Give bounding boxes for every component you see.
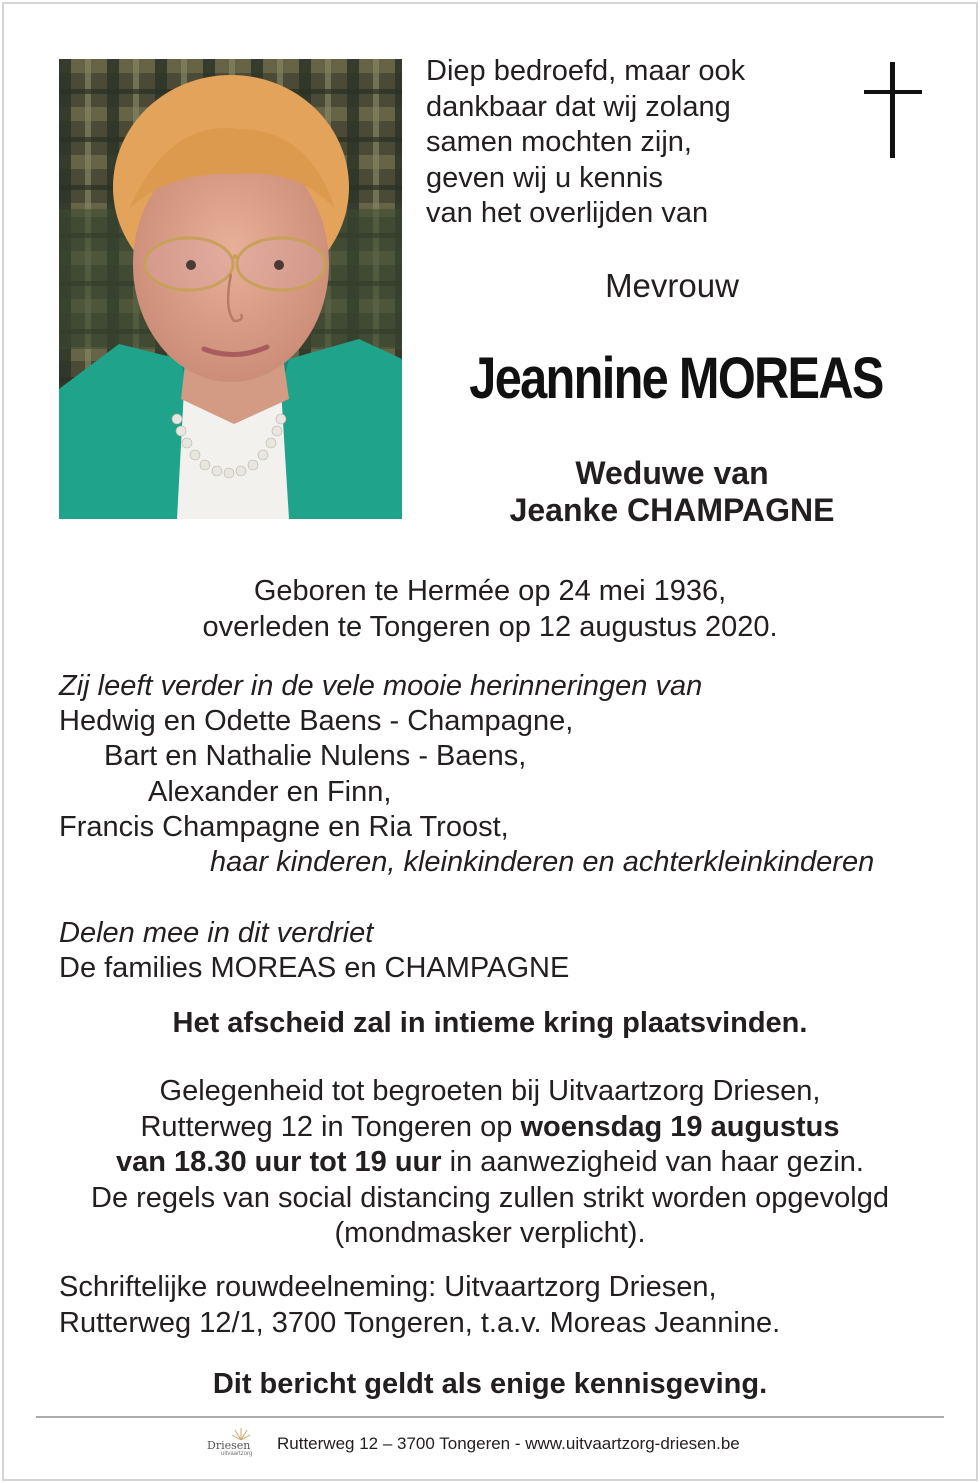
official-notice: Dit bericht geldt als enige kennisgeving. bbox=[212, 1368, 768, 1400]
visitation-text: in aanwezigheid van haar gezin. bbox=[441, 1146, 864, 1178]
portrait-photo bbox=[59, 59, 402, 519]
logo-word: Driesen bbox=[207, 1439, 251, 1452]
visitation-line bbox=[40, 1110, 940, 1146]
family-line: Alexander en Finn, bbox=[148, 776, 392, 808]
visitation-line: (mondmasker verplicht). bbox=[334, 1217, 646, 1249]
memories-heading: Zij leeft verder in de vele mooie herinneringen van bbox=[59, 670, 703, 702]
intro-text bbox=[426, 54, 846, 232]
family-line: Hedwig en Odette Baens - Champagne, bbox=[59, 705, 574, 737]
intro-line: van het overlijden van bbox=[426, 197, 709, 229]
cross-icon bbox=[864, 62, 922, 158]
visitation-info bbox=[40, 1074, 940, 1252]
visitation-date: woensdag 19 augustus bbox=[520, 1110, 840, 1143]
intro-line: dankbaar dat wij zolang bbox=[426, 90, 731, 123]
visitation-line bbox=[40, 1145, 940, 1181]
widow-of bbox=[430, 455, 914, 529]
widow-label: Weduwe van bbox=[575, 455, 769, 491]
driesen-logo bbox=[205, 1426, 261, 1462]
intro-line: geven wij u kennis bbox=[426, 161, 663, 194]
spouse-name: Jeanke CHAMPAGNE bbox=[509, 492, 835, 528]
visitation-line: De regels van social distancing zullen strikt worden opgevolgd bbox=[91, 1181, 889, 1214]
birth-line: Geboren te Hermée op 24 mei 1936, bbox=[253, 575, 727, 607]
intro-line: samen mochten zijn, bbox=[426, 126, 692, 158]
death-line: overleden te Tongeren op 12 augustus 2020. bbox=[202, 611, 778, 643]
footer-divider bbox=[36, 1416, 944, 1418]
logo-subtitle: uitvaartzorg bbox=[221, 1451, 253, 1457]
relation-line: haar kinderen, kleinkinderen en achterkleinkinderen bbox=[210, 846, 875, 878]
families-line: De families MOREAS en CHAMPAGNE bbox=[59, 952, 570, 984]
intro-line: Diep bedroefd, maar ook bbox=[426, 55, 746, 87]
salutation: Mevrouw bbox=[605, 267, 739, 304]
condolence-line: Rutterweg 12/1, 3700 Tongeren, t.a.v. Moreas Jeannine. bbox=[59, 1307, 781, 1339]
condolence-line: Schriftelijke rouwdeelneming: Uitvaartzorg Driesen, bbox=[59, 1271, 717, 1303]
footer bbox=[205, 1426, 805, 1462]
family-line: Bart en Nathalie Nulens - Baens, bbox=[104, 740, 527, 772]
farewell-notice: Het afscheid zal in intieme kring plaatsvinden. bbox=[172, 1007, 808, 1039]
deceased-name: Jeannine MOREAS bbox=[469, 346, 883, 411]
visitation-text: Rutterweg 12 in Tongeren op bbox=[140, 1110, 521, 1143]
birth-death-dates bbox=[40, 573, 940, 645]
sharing-heading: Delen mee in dit verdriet bbox=[59, 917, 374, 949]
visitation-line: Gelegenheid tot begroeten bij Uitvaartzorg Driesen, bbox=[159, 1075, 821, 1107]
footer-address: Rutterweg 12 – 3700 Tongeren - www.uitvaartzorg-driesen.be bbox=[277, 1434, 740, 1453]
visitation-time: van 18.30 uur tot 19 uur bbox=[116, 1146, 442, 1178]
family-line: Francis Champagne en Ria Troost, bbox=[59, 811, 509, 843]
